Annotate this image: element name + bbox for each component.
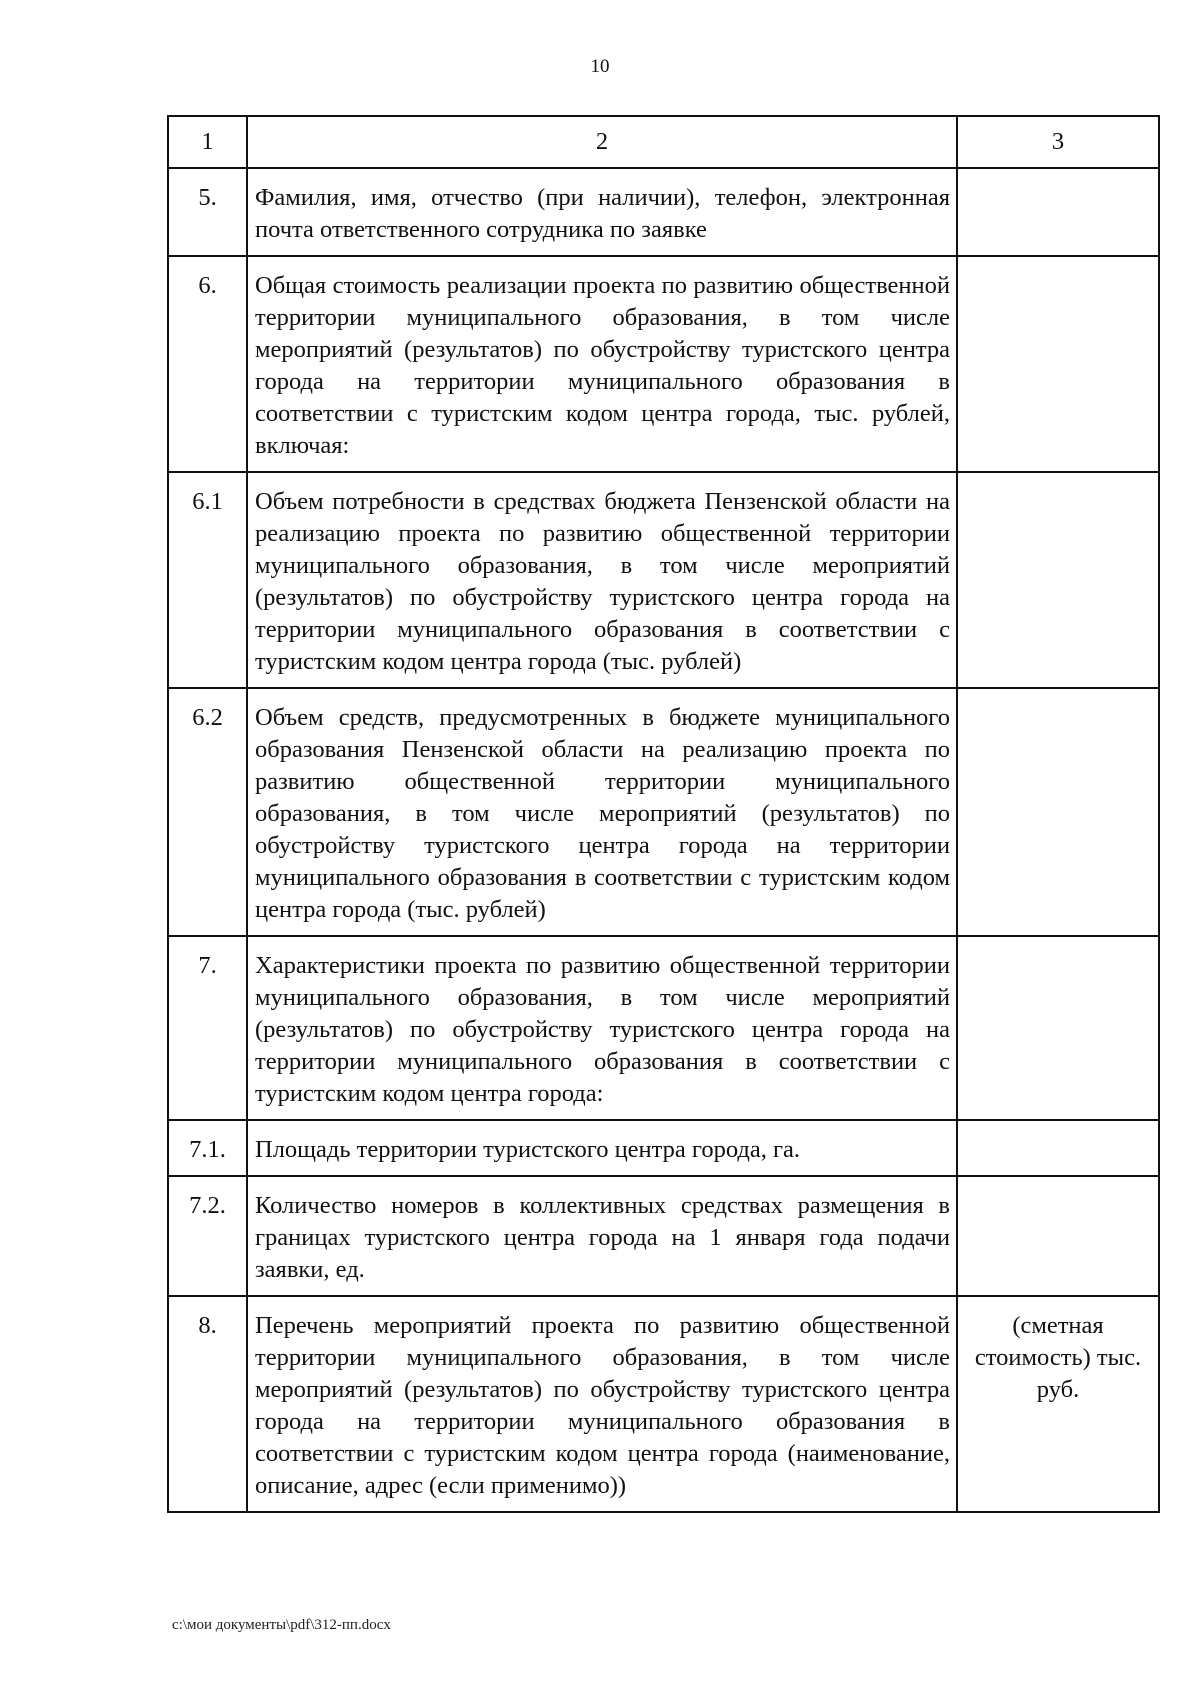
row-description-text: Перечень мероприятий проекта по развитию общественной территории муниципального образования, в том числе мероприятий (результатов) по обустройству туристского центра города на территории муниципального образования в соответствии с туристским кодом центра города (наименование, описание, адрес (если применимо)): [255, 1312, 950, 1499]
row-description: [247, 936, 957, 1120]
row-description-text: Общая стоимость реализации проекта по развитию общественной территории муниципального образования, в том числе мероприятий (результатов) по обустройству туристского центра города на территории муниципального образования в соответствии с туристским кодом центра города, тыс. рублей, включая:: [255, 272, 950, 459]
row-description-text: Фамилия, имя, отчество (при наличии), телефон, электронная почта ответственного сотрудника по заявке: [255, 184, 950, 243]
row-description: [247, 472, 957, 688]
row-description: [247, 1176, 957, 1296]
row-description-text: Объем потребности в средствах бюджета Пензенской области на реализацию проекта по развитию общественной территории муниципального образования, в том числе мероприятий (результатов) по обустройству туристского центра города на территории муниципального образования в соответствии с туристским кодом центра города (тыс. рублей): [255, 488, 950, 675]
row-number: 6.2: [168, 688, 247, 936]
row-number: 7.: [168, 936, 247, 1120]
column-header-number: 1: [168, 116, 247, 168]
column-header-description: 2: [247, 116, 957, 168]
row-description-text: Объем средств, предусмотренных в бюджете муниципального образования Пензенской области на реализацию проекта по развитию общественной территории муниципального образования, в том числе мероприятий (результатов) по обустройству туристского центра города на территории муниципального образования в соответствии с туристским кодом центра города (тыс. рублей): [255, 704, 950, 923]
row-description: [247, 168, 957, 256]
row-description-text: Площадь территории туристского центра города, га.: [255, 1136, 801, 1163]
page-number: 10: [590, 56, 610, 77]
row-value: [957, 168, 1159, 256]
row-number: 5.: [168, 168, 247, 256]
table-row: [168, 472, 1159, 688]
row-value: [957, 936, 1159, 1120]
row-number: 7.2.: [168, 1176, 247, 1296]
row-value: (сметная стоимость) тыс. руб.: [957, 1296, 1159, 1512]
row-description-text: Характеристики проекта по развитию общественной территории муниципального образования, в том числе мероприятий (результатов) по обустройству туристского центра города на территории муниципального образования в соответствии с туристским кодом центра города:: [255, 952, 950, 1107]
table-header-row: [168, 116, 1159, 168]
table-row: [168, 1176, 1159, 1296]
row-description: [247, 256, 957, 472]
table-row: [168, 688, 1159, 936]
row-description-text: Количество номеров в коллективных средствах размещения в границах туристского центра города на 1 января года подачи заявки, ед.: [255, 1192, 950, 1283]
footer-file-path: c:\мои документы\pdf\312-пп.docx: [172, 1617, 391, 1633]
row-description: [247, 1120, 957, 1176]
row-number: 6.1: [168, 472, 247, 688]
column-header-value: 3: [957, 116, 1159, 168]
row-description: [247, 688, 957, 936]
row-number: 8.: [168, 1296, 247, 1512]
application-table: [167, 115, 1160, 1513]
row-value: [957, 472, 1159, 688]
table-row: [168, 256, 1159, 472]
row-value: [957, 256, 1159, 472]
table-row: [168, 168, 1159, 256]
row-description: [247, 1296, 957, 1512]
table-row: [168, 1120, 1159, 1176]
table-row: [168, 1296, 1159, 1512]
table-row: [168, 936, 1159, 1120]
row-value: [957, 1176, 1159, 1296]
row-number: 7.1.: [168, 1120, 247, 1176]
row-value: [957, 688, 1159, 936]
row-number: 6.: [168, 256, 247, 472]
row-value: [957, 1120, 1159, 1176]
